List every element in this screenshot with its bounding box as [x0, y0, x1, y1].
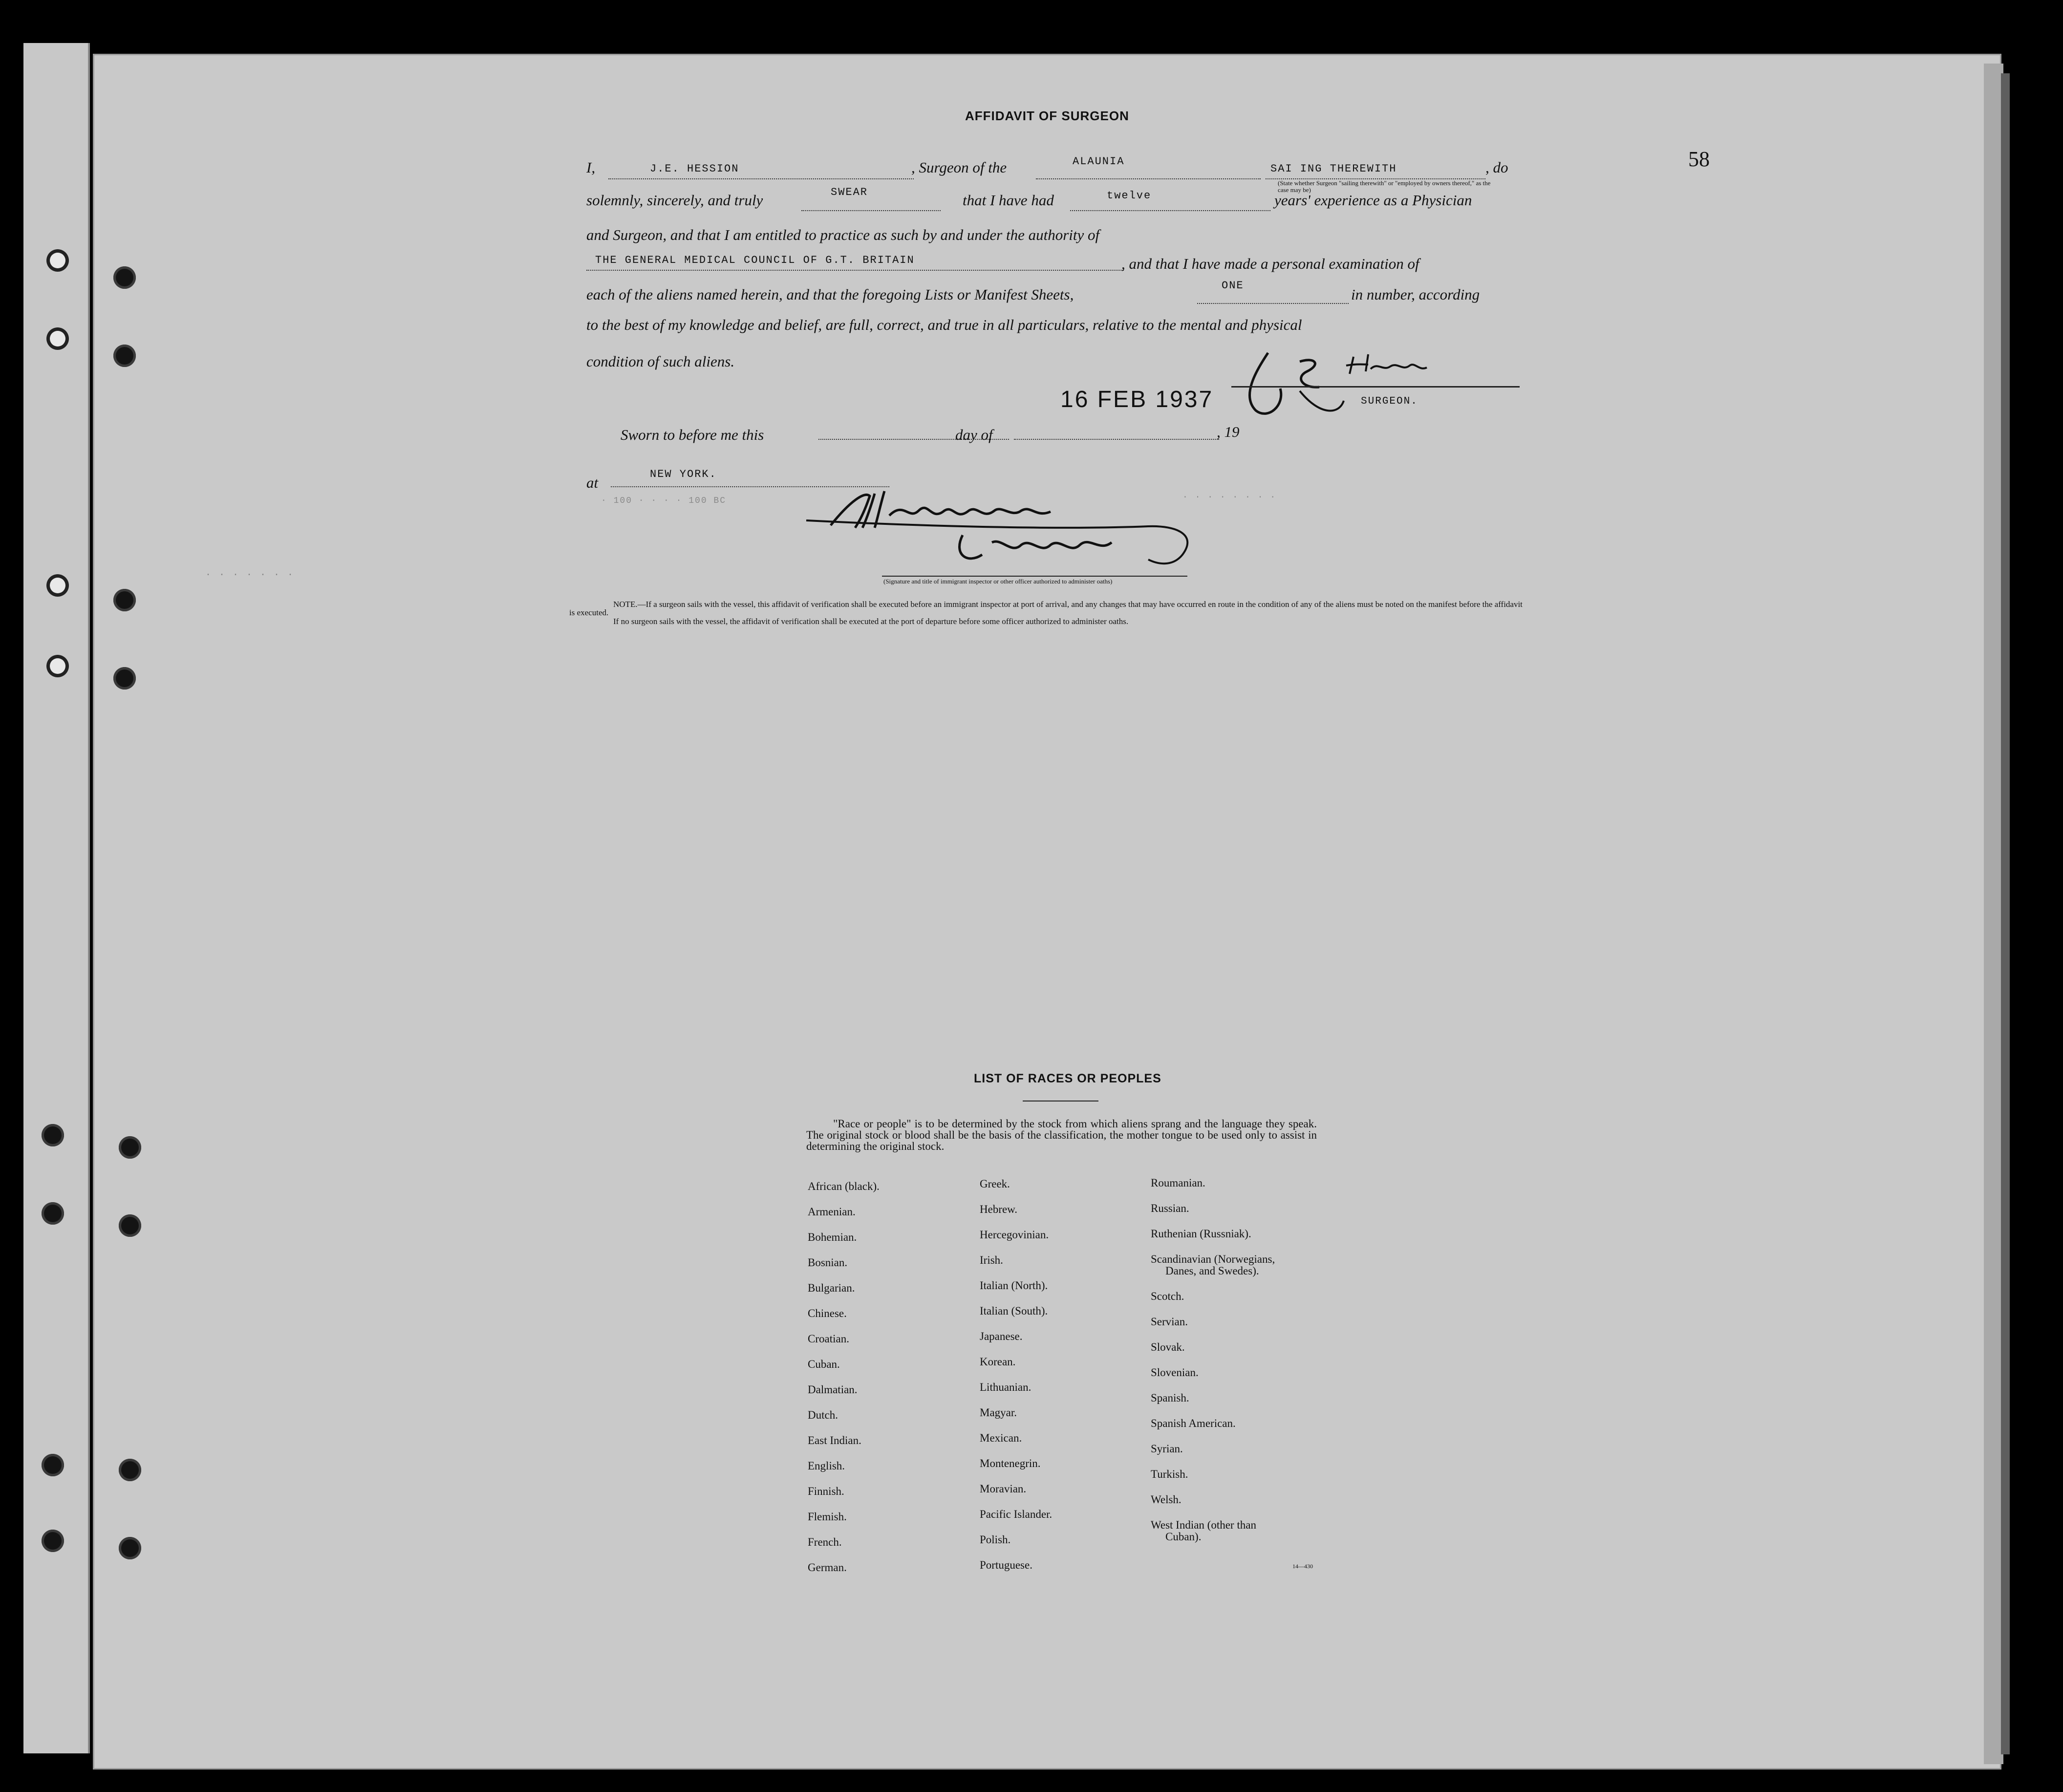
race-item: West Indian (other than [1151, 1519, 1256, 1531]
race-item: Scandinavian (Norwegians, [1151, 1253, 1275, 1265]
race-item: Pacific Islander. [980, 1508, 1053, 1520]
sworn-month-line [1014, 439, 1219, 440]
race-item: Montenegrin. [980, 1457, 1041, 1469]
punch-hole [119, 1537, 141, 1559]
years-experience: twelve [1107, 190, 1152, 202]
punch-hole [42, 1454, 64, 1476]
race-item: English. [808, 1460, 845, 1472]
punch-hole [46, 574, 69, 597]
races-title: LIST OF RACES OR PEOPLES [974, 1072, 1161, 1085]
race-item: Polish. [980, 1533, 1011, 1546]
affidavit-title: AFFIDAVIT OF SURGEON [965, 108, 1129, 123]
race-item: Korean. [980, 1356, 1016, 1368]
punch-hole [42, 1530, 64, 1552]
race-item: Portuguese. [980, 1559, 1032, 1571]
race-item: Spanish American. [1151, 1417, 1236, 1429]
belief-text: to the best of my knowledge and belief, are full, correct, and true in all particulars, relative to the mental and physical [586, 316, 1302, 333]
according-label: in number, according [1351, 286, 1480, 303]
race-item: Bosnian. [808, 1256, 848, 1269]
inspector-signature-line [882, 576, 1187, 577]
inspector-signature [806, 481, 1236, 584]
race-item: Armenian. [808, 1206, 856, 1218]
examination-label: , and that I have made a personal examination of [1121, 255, 1419, 272]
punch-hole [113, 589, 136, 611]
race-item: Russian. [1151, 1202, 1189, 1214]
authority-line [586, 270, 1124, 271]
race-item: Italian (South). [980, 1305, 1048, 1317]
sailing-status: SAI ING THEREWITH [1270, 163, 1397, 175]
race-item: African (black). [808, 1180, 880, 1192]
sworn-place: NEW YORK. [650, 468, 717, 480]
page-edge [1984, 64, 2003, 1764]
race-item: Italian (North). [980, 1279, 1048, 1292]
race-item: Croatian. [808, 1333, 849, 1345]
experience-label: years' experience as a Physician [1274, 192, 1472, 209]
affidavit-note-2: If no surgeon sails with the vessel, the affidavit of verification shall be executed at the port of departure before some officer authorized to administer oaths. [613, 617, 1129, 626]
manifest-label: each of the aliens named herein, and that the foregoing Lists or Manifest Sheets, [586, 286, 1074, 303]
race-item: Spanish. [1151, 1392, 1189, 1404]
sworn-label: Sworn to before me this [621, 426, 764, 443]
race-item: Greek. [980, 1178, 1010, 1190]
race-item: Ruthenian (Russniak). [1151, 1228, 1251, 1240]
binding-strip [23, 43, 90, 1753]
punch-hole [46, 655, 69, 677]
authority-value: THE GENERAL MEDICAL COUNCIL OF G.T. BRITAIN [595, 254, 915, 266]
note-lead: NOTE.— [613, 600, 646, 609]
race-item: Roumanian. [1151, 1177, 1205, 1189]
condition-text: condition of such aliens. [586, 353, 735, 370]
surgeon-label: SURGEON. [1361, 396, 1418, 407]
year-prefix: , 19 [1217, 423, 1240, 440]
day-of-label: day of [955, 426, 993, 443]
at-label: at [586, 474, 599, 491]
punch-hole [46, 327, 69, 350]
race-item: Japanese. [980, 1330, 1023, 1342]
manifest-count: ONE [1222, 280, 1244, 292]
surgeon-name-line [608, 178, 914, 179]
surgeon-of-label: , Surgeon of the [911, 159, 1007, 176]
ship-name: ALAUNIA [1073, 155, 1125, 168]
punch-hole [119, 1136, 141, 1159]
punch-hole [42, 1124, 64, 1146]
years-line [1070, 210, 1270, 211]
race-item: Finnish. [808, 1485, 844, 1497]
race-item: Magyar. [980, 1406, 1017, 1419]
punch-hole [113, 266, 136, 289]
races-intro: "Race or people" is to be determined by the stock from which aliens sprang and the language they speak. The original stock or blood shall be the basis of the classification, the mother tongue to be used only to assist in determining the original stock. [806, 1118, 1317, 1152]
surgeon-signature-line [1231, 386, 1520, 388]
race-item: Irish. [980, 1254, 1003, 1266]
oath-verb: SWEAR [831, 186, 868, 198]
race-item: East Indian. [808, 1434, 861, 1447]
that-had-label: that I have had [963, 192, 1054, 209]
race-item: Lithuanian. [980, 1381, 1032, 1393]
page-number: 58 [1688, 147, 1710, 171]
race-item: Servian. [1151, 1316, 1188, 1328]
race-item: Slovenian. [1151, 1366, 1199, 1379]
punch-hole [113, 667, 136, 690]
punch-hole [42, 1202, 64, 1225]
punch-hole [119, 1214, 141, 1237]
race-item: Hercegovinian. [980, 1229, 1049, 1241]
do-label: , do [1485, 159, 1508, 176]
race-item: Danes, and Swedes). [1165, 1265, 1259, 1277]
solemnly-label: solemnly, sincerely, and truly [586, 192, 763, 209]
race-item: Mexican. [980, 1432, 1022, 1444]
inspector-caption: (Signature and title of immigrant inspector or other officer authorized to administer oaths) [883, 578, 1113, 585]
punch-hole [119, 1459, 141, 1481]
authority-label: and Surgeon, and that I am entitled to practice as such by and under the authority of [586, 226, 1100, 243]
oath-verb-line [801, 210, 941, 211]
race-item: Turkish. [1151, 1468, 1188, 1480]
race-item: Slovak. [1151, 1341, 1185, 1353]
race-item: Flemish. [808, 1511, 847, 1523]
race-item: German. [808, 1561, 847, 1574]
page-edge-shadow [2001, 73, 2010, 1754]
race-item: Moravian. [980, 1483, 1027, 1495]
ship-name-line [1036, 178, 1261, 179]
form-number: 14—430 [1292, 1563, 1313, 1570]
race-item: Syrian. [1151, 1443, 1183, 1455]
punch-hole [46, 249, 69, 272]
race-item: Dutch. [808, 1409, 838, 1421]
surgeon-name: J.E. HESSION [650, 163, 739, 175]
affidavit-note [569, 600, 1525, 617]
race-item: Chinese. [808, 1307, 847, 1319]
race-item: Scotch. [1151, 1290, 1184, 1302]
race-item: Cuban. [808, 1358, 840, 1370]
bleed-through-mark: · · · · · · · · [1182, 493, 1277, 502]
sailing-note: (State whether Surgeon "sailing therewith" or "employed by owners thereof," as the case may be) [1278, 179, 1491, 194]
race-item: Bulgarian. [808, 1282, 855, 1294]
race-item: Welsh. [1151, 1493, 1182, 1506]
note-text: If a surgeon sails with the vessel, this affidavit of verification shall be executed before an immigrant inspector at port of arrival, and any changes that may have occurred en route in the condition of any of the aliens must be noted on the manifest before the affidavit is executed. [569, 600, 1523, 617]
bleed-through-mark: · 100 · · · · 100 BC [601, 496, 727, 506]
surgeon-signature [1222, 342, 1495, 425]
race-item: Bohemian. [808, 1231, 857, 1243]
race-item: Dalmatian. [808, 1383, 858, 1396]
date-stamp: 16 FEB 1937 [1060, 387, 1214, 412]
punch-hole [113, 345, 136, 367]
manifest-count-line [1197, 303, 1349, 304]
bleed-through-mark: · · · · · · · [205, 569, 295, 581]
race-item: French. [808, 1536, 842, 1548]
affidavit-i: I, [586, 159, 596, 176]
race-item: Hebrew. [980, 1203, 1018, 1215]
race-item: Cuban). [1165, 1531, 1202, 1543]
